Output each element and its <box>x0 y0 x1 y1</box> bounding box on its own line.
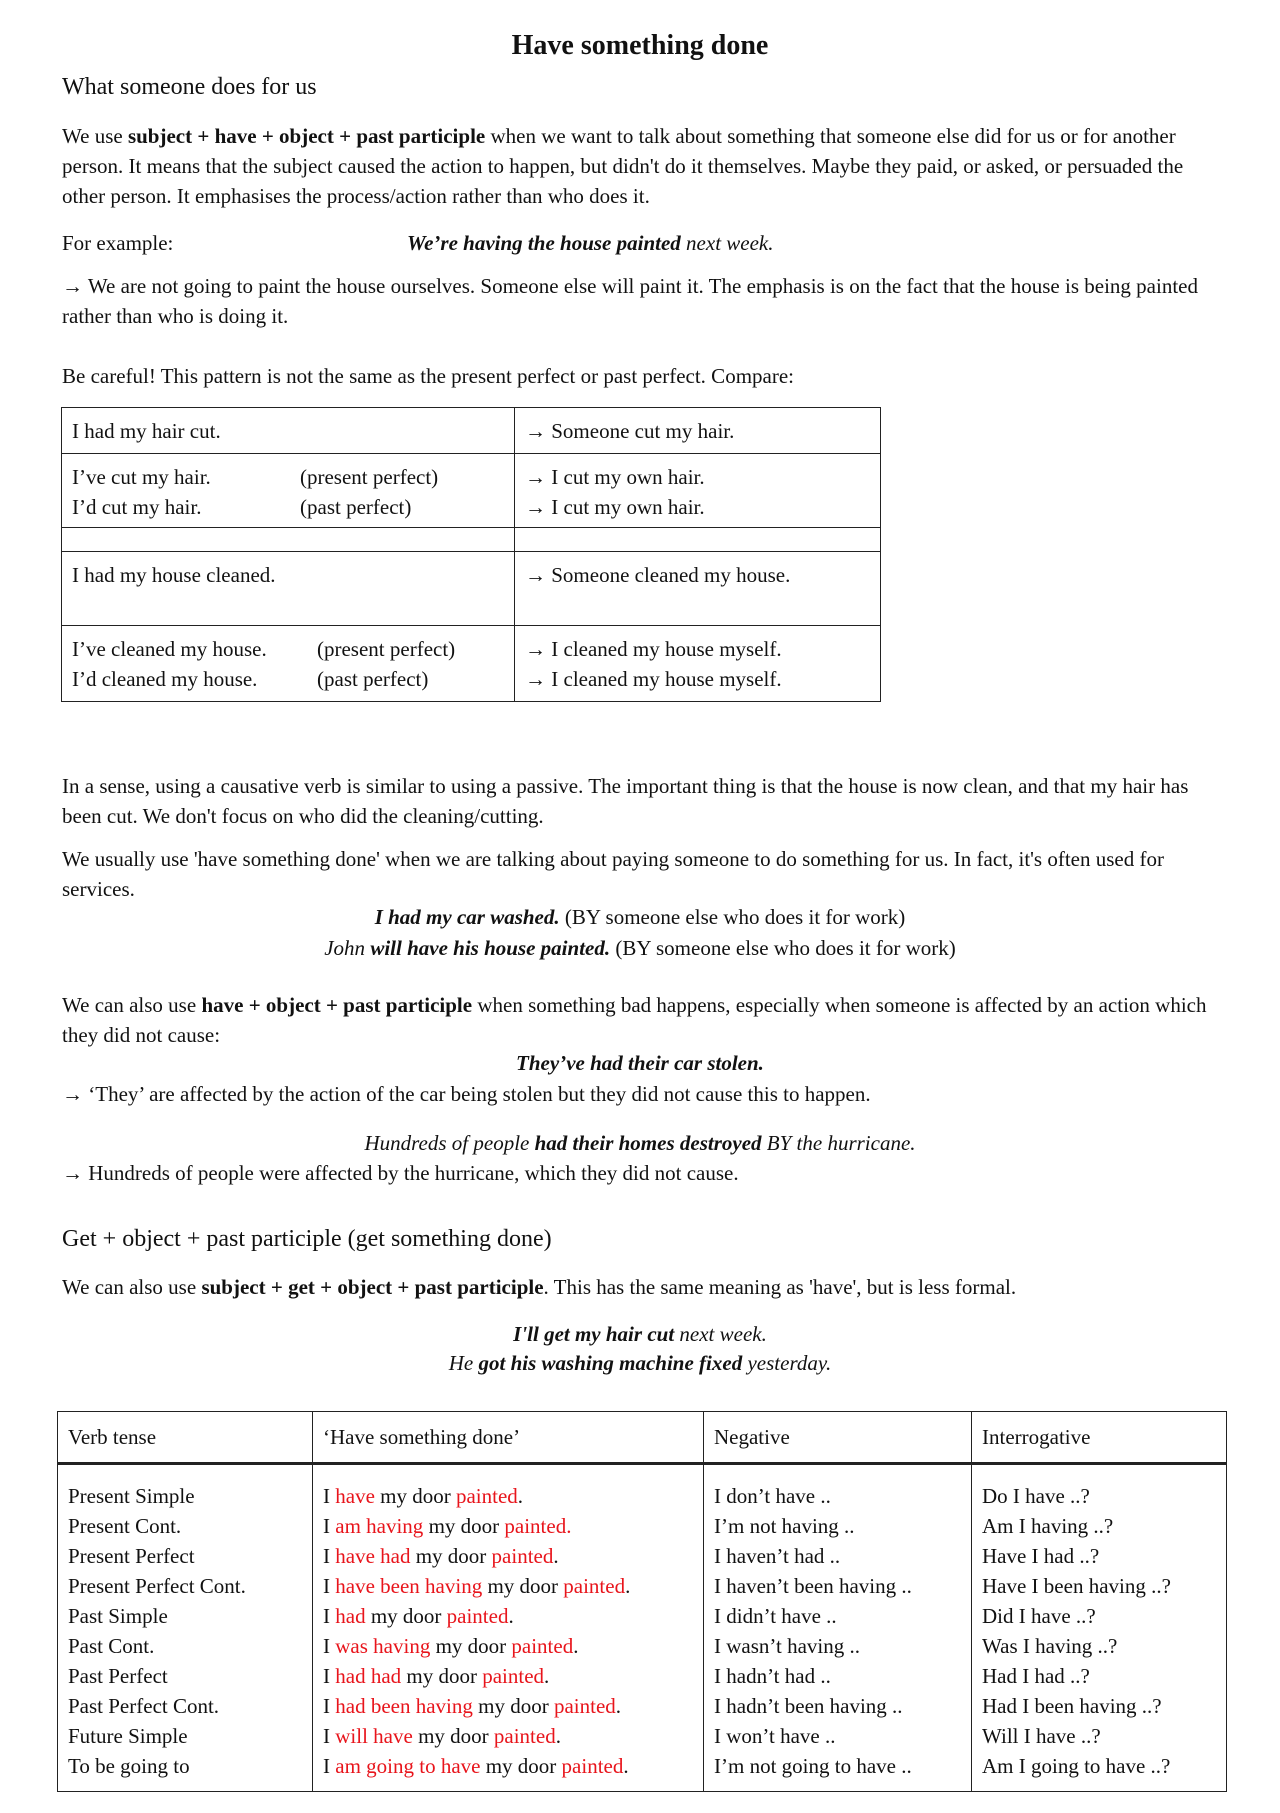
header-interrogative: Interrogative <box>972 1412 1227 1464</box>
text: I <box>323 1664 336 1688</box>
compare-left-line <box>72 560 504 590</box>
services-text: We usually use 'have something done' when we are talking about paying someone to do something for us. In fact, it's often used for services. <box>62 847 1164 901</box>
text: . <box>508 1604 514 1628</box>
tense-name: Future Simple <box>68 1724 188 1748</box>
negative-column <box>704 1464 972 1792</box>
text: . <box>555 1724 561 1748</box>
text: . <box>553 1544 559 1568</box>
highlighted-verb: painted <box>563 1574 626 1598</box>
highlighted-verb: painted <box>491 1544 554 1568</box>
tense-table-header <box>58 1412 1227 1464</box>
tense-tag: (past perfect) <box>317 667 429 691</box>
compare-right-cell <box>515 626 881 702</box>
text: my door <box>365 1604 447 1628</box>
text: BY the hurricane. <box>761 1131 916 1155</box>
example-line <box>62 228 1227 258</box>
text: got his washing machine fixed <box>478 1351 743 1375</box>
negative-form: I haven’t been having .. <box>714 1574 912 1598</box>
have-done-example <box>323 1601 693 1631</box>
text: We use <box>62 124 128 148</box>
text: . This has the same meaning as 'have', but is less formal. <box>543 1275 1017 1299</box>
compare-left-cell <box>62 454 515 528</box>
tense-tag: (present perfect) <box>317 637 456 661</box>
text: I <box>323 1634 336 1658</box>
bad-example-2 <box>0 1128 1280 1158</box>
text: I <box>323 1484 336 1508</box>
bad-events-text <box>62 990 1227 1050</box>
compare-sentence: I had my house cleaned. <box>72 563 276 587</box>
highlighted-verb: painted <box>553 1694 616 1718</box>
example-label: For example: <box>62 231 174 255</box>
text: my door <box>412 1724 494 1748</box>
text: (BY someone else who does it for work) <box>559 905 906 929</box>
interrogative-form: Have I been having ..? <box>982 1574 1171 1598</box>
page-title: Have something done <box>511 30 769 61</box>
compare-right-cell <box>515 552 881 626</box>
compare-right-cell <box>515 408 881 454</box>
section-heading-what-someone-does: What someone does for us <box>62 74 317 100</box>
text: . <box>623 1754 629 1778</box>
text: next week. <box>674 1322 767 1346</box>
compare-right-cell <box>515 454 881 528</box>
text: had their homes destroyed <box>534 1131 762 1155</box>
text: . <box>625 1574 631 1598</box>
highlighted-verb: painted <box>482 1664 545 1688</box>
compare-sentence: I’ve cleaned my house. <box>72 637 267 661</box>
passive-note: In a sense, using a causative verb is similar to using a passive. The important thing is that the house is now clean, and that my hair has been cut. We don't focus on who did the cleaning/cutting. <box>62 774 1189 828</box>
compare-left-cell <box>62 528 515 552</box>
text: my door <box>482 1574 564 1598</box>
text: my door <box>401 1664 483 1688</box>
text: my door <box>430 1634 512 1658</box>
have-done-example <box>323 1631 693 1661</box>
careful-note: Be careful! This pattern is not the same as the present perfect or past perfect. Compare: <box>62 364 794 388</box>
highlighted-verb: will have <box>335 1724 413 1748</box>
negative-form: I’m not having .. <box>714 1514 855 1538</box>
negative-form: I’m not going to have .. <box>714 1754 912 1778</box>
interrogative-form: Was I having ..? <box>982 1634 1118 1658</box>
negative-form: I hadn’t had .. <box>714 1664 831 1688</box>
compare-row <box>62 408 881 454</box>
compare-sentence: I’d cut my hair. <box>72 495 202 519</box>
negative-form: I won’t have .. <box>714 1724 836 1748</box>
interrogative-form: Did I have ..? <box>982 1604 1096 1628</box>
tense-name: Present Simple <box>68 1484 195 1508</box>
text: I <box>323 1694 336 1718</box>
negative-form: I haven’t had .. <box>714 1544 841 1568</box>
compare-left-line <box>72 416 504 446</box>
tense-name: Past Simple <box>68 1604 168 1628</box>
highlighted-verb: painted <box>561 1754 624 1778</box>
interrogative-form: Had I been having ..? <box>982 1694 1162 1718</box>
text: He <box>448 1351 479 1375</box>
header-verb-tense: Verb tense <box>58 1412 313 1464</box>
text: We can also use <box>62 993 202 1017</box>
compare-right-cell <box>515 528 881 552</box>
interrogative-form: Had I had ..? <box>982 1664 1090 1688</box>
compare-row <box>62 528 881 552</box>
compare-result: → Someone cleaned my house. <box>525 563 791 587</box>
header-have-something-done: ‘Have something done’ <box>313 1412 704 1464</box>
compare-result: → I cut my own hair. <box>525 495 705 519</box>
compare-table <box>61 407 881 702</box>
have-done-column <box>313 1464 704 1792</box>
interrogative-form: Am I having ..? <box>982 1514 1114 1538</box>
compare-left-cell <box>62 408 515 454</box>
services-example-1 <box>0 902 1280 932</box>
section-heading-get-something-done: Get + object + past participle (get something done) <box>62 1226 552 1252</box>
text: will have his house painted. <box>370 936 611 960</box>
example-bold: We’re having the house painted <box>407 231 681 255</box>
text: I <box>323 1754 336 1778</box>
compare-row <box>62 552 881 626</box>
text: (BY someone else who does it for work) <box>610 936 956 960</box>
have-done-example <box>323 1661 693 1691</box>
bad-example-2-note: → Hundreds of people were affected by the hurricane, which they did not cause. <box>62 1161 739 1185</box>
have-done-example <box>323 1751 693 1781</box>
header-negative: Negative <box>704 1412 972 1464</box>
text: . <box>544 1664 550 1688</box>
example-note: → We are not going to paint the house ourselves. Someone else will paint it. The emphasis is on the fact that the house is being painted rather than who is doing it. <box>62 274 1198 328</box>
highlighted-verb: have been having <box>335 1574 483 1598</box>
tense-name: To be going to <box>68 1754 190 1778</box>
pattern-bold: subject + have + object + past participle <box>127 124 486 148</box>
compare-left-line <box>72 664 504 694</box>
pattern-bold: subject + get + object + past participle <box>201 1275 544 1299</box>
tense-name: Present Perfect Cont. <box>68 1574 246 1598</box>
have-done-example <box>323 1571 693 1601</box>
compare-result: → I cut my own hair. <box>525 465 705 489</box>
compare-left-line <box>72 634 504 664</box>
highlighted-verb: painted. <box>504 1514 572 1538</box>
text: my door <box>410 1544 492 1568</box>
text: my door <box>472 1694 554 1718</box>
negative-form: I didn’t have .. <box>714 1604 837 1628</box>
pattern-bold: have + object + past participle <box>201 993 473 1017</box>
compare-result: → I cleaned my house myself. <box>525 667 782 691</box>
intro-paragraph <box>62 121 1227 211</box>
highlighted-verb: painted <box>455 1484 518 1508</box>
text: They’ve had their car stolen. <box>516 1051 764 1075</box>
get-example-1 <box>0 1319 1280 1349</box>
tense-name: Present Perfect <box>68 1544 195 1568</box>
compare-sentence: I’ve cut my hair. <box>72 465 211 489</box>
highlighted-verb: had had <box>335 1664 402 1688</box>
get-text <box>62 1272 1227 1302</box>
compare-left-cell <box>62 626 515 702</box>
have-done-example <box>323 1691 693 1721</box>
tense-name: Past Perfect <box>68 1664 168 1688</box>
text: when something bad happens, especially when someone is affected by an action which they did not cause: <box>62 993 1207 1047</box>
interrogative-form: Will I have ..? <box>982 1724 1101 1748</box>
highlighted-verb: have <box>335 1484 375 1508</box>
tense-name: Present Cont. <box>68 1514 182 1538</box>
compare-left-line <box>72 462 504 492</box>
services-example-2 <box>0 933 1280 963</box>
have-done-example <box>323 1541 693 1571</box>
highlighted-verb: was having <box>335 1634 431 1658</box>
compare-left-cell <box>62 552 515 626</box>
text: John <box>324 936 371 960</box>
highlighted-verb: had <box>335 1604 366 1628</box>
highlighted-verb: have had <box>335 1544 411 1568</box>
text: my door <box>480 1754 562 1778</box>
get-example-2 <box>0 1348 1280 1378</box>
compare-result: → Someone cut my hair. <box>525 419 735 443</box>
compare-sentence: I had my hair cut. <box>72 419 221 443</box>
text: I <box>323 1724 336 1748</box>
compare-left-line <box>72 492 504 522</box>
negative-form: I don’t have .. <box>714 1484 831 1508</box>
highlighted-verb: painted <box>493 1724 556 1748</box>
highlighted-verb: painted <box>511 1634 574 1658</box>
text: my door <box>423 1514 505 1538</box>
tense-tag: (past perfect) <box>300 495 412 519</box>
text: I <box>323 1514 336 1538</box>
tense-table-body <box>58 1464 1227 1792</box>
compare-sentence: I’d cleaned my house. <box>72 667 258 691</box>
compare-result: → I cleaned my house myself. <box>525 637 782 661</box>
bad-example-1-note: → ‘They’ are affected by the action of the car being stolen but they did not cause this to happen. <box>62 1082 871 1106</box>
text: I <box>323 1574 336 1598</box>
highlighted-verb: am going to have <box>335 1754 481 1778</box>
text: Hundreds of people <box>364 1131 535 1155</box>
tense-column <box>58 1464 313 1792</box>
text: yesterday. <box>742 1351 832 1375</box>
compare-row <box>62 626 881 702</box>
interrogative-column <box>972 1464 1227 1792</box>
have-done-example <box>323 1481 693 1511</box>
text: I <box>323 1544 336 1568</box>
tense-tag: (present perfect) <box>300 465 439 489</box>
tense-table <box>57 1411 1227 1792</box>
have-done-example <box>323 1511 693 1541</box>
bad-example-1 <box>0 1048 1280 1078</box>
negative-form: I wasn’t having .. <box>714 1634 861 1658</box>
text: I had my car washed. <box>374 905 560 929</box>
tense-name: Past Cont. <box>68 1634 155 1658</box>
tense-name: Past Perfect Cont. <box>68 1694 220 1718</box>
compare-row <box>62 454 881 528</box>
text: next week. <box>680 231 774 255</box>
highlighted-verb: painted <box>446 1604 509 1628</box>
text: I <box>323 1604 336 1628</box>
text: . <box>615 1694 622 1718</box>
negative-form: I hadn’t been having .. <box>714 1694 903 1718</box>
text: when we want to talk about something that someone else did for us or for another person. It means that the subject caused the action to happen, but didn't do it themselves. Maybe they paid, or asked, or persuaded the other person. It emphasises the process/action rather than who does it. <box>62 124 1184 208</box>
interrogative-form: Do I have ..? <box>982 1484 1090 1508</box>
text: I'll get my hair cut <box>513 1322 675 1346</box>
text: . <box>517 1484 524 1508</box>
text: We can also use <box>62 1275 202 1299</box>
text: . <box>573 1634 579 1658</box>
text: my door <box>374 1484 456 1508</box>
highlighted-verb: am having <box>335 1514 424 1538</box>
have-done-example <box>323 1721 693 1751</box>
interrogative-form: Have I had ..? <box>982 1544 1100 1568</box>
highlighted-verb: had been having <box>335 1694 473 1718</box>
interrogative-form: Am I going to have ..? <box>982 1754 1171 1778</box>
